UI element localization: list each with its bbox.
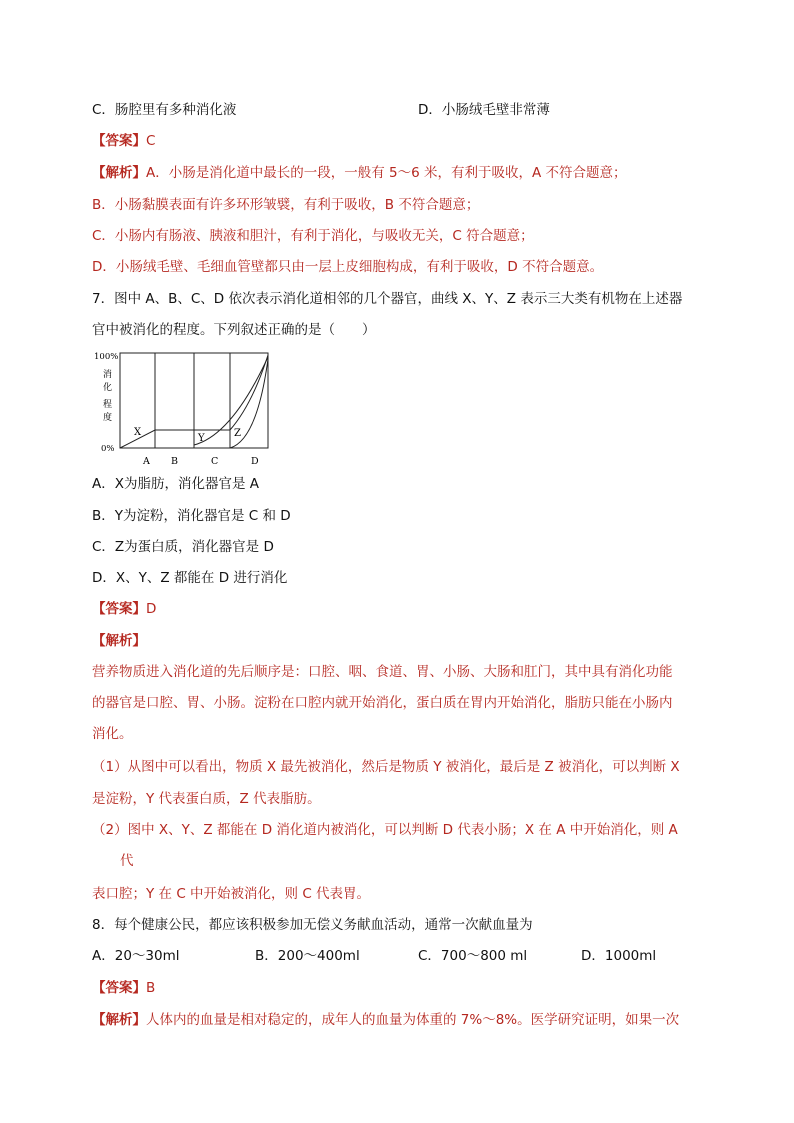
y-label-char-2: 化 — [103, 383, 113, 393]
q7-analysis-label — [92, 631, 146, 651]
q7-analysis-line-6: （2）图中 X、Y、Z 都能在 D 消化道内被消化，可以判断 D 代表小肠；X 在 A 中开始消化，则 A — [92, 822, 678, 838]
q7-option-a: A．X为脂肪，消化器官是 A — [92, 476, 260, 492]
digestion-figure — [92, 345, 282, 470]
q7-option-d: D．X、Y、Z 都能在 D 进行消化 — [92, 570, 288, 586]
q6-analysis-line-3: C．小肠内有肠液、胰液和胆汁，有利于消化，与吸收无关，C 符合题意； — [92, 228, 534, 244]
answer-label: 【答案】 — [92, 133, 146, 149]
q6-analysis-line-4: D．小肠绒毛壁、毛细血管壁都只由一层上皮细胞构成，有利于吸收，D 不符合题意。 — [92, 259, 604, 275]
q7-stem-line-2: 官中被消化的程度。下列叙述正确的是（ ） — [92, 322, 376, 338]
q8-answer — [92, 978, 155, 998]
q7-analysis-line-1: 营养物质进入消化道的先后顺序是：口腔、咽、食道、胃、小肠、大肠和肛门，其中具有消化功能 — [92, 664, 673, 680]
y-label-char-3: 程 — [103, 400, 113, 410]
q8-stem: 8．每个健康公民，都应该积极参加无偿义务献血活动，通常一次献血量为 — [92, 917, 533, 933]
analysis-label: 【解析】 — [92, 165, 146, 181]
q7-analysis-line-8: 表口腔；Y 在 C 中开始被消化，则 C 代表胃。 — [92, 886, 371, 902]
q7-option-b: B．Y为淀粉，消化器官是 C 和 D — [92, 508, 291, 524]
curve-label-y: Y — [198, 433, 205, 444]
q7-analysis-line-5: 是淀粉，Y 代表蛋白质，Z 代表脂肪。 — [92, 791, 321, 807]
q7-analysis-line-7: 代 — [120, 853, 134, 869]
q6-option-c: C．肠腔里有多种消化液 — [92, 102, 237, 118]
organ-label-c: C — [211, 456, 219, 467]
answer-value: B — [146, 980, 156, 996]
q8-option-a: A．20～30ml — [92, 948, 180, 964]
y-label-char-4: 度 — [103, 413, 113, 423]
organ-label-d: D — [251, 456, 259, 467]
q8-analysis — [92, 1010, 679, 1030]
curve-label-z: Z — [234, 428, 241, 439]
y-label-char-1: 消 — [103, 370, 113, 380]
q7-analysis-line-2: 的器官是口腔、胃、小肠。淀粉在口腔内就开始消化，蛋白质在胃内开始消化，脂肪只能在小肠内 — [92, 695, 673, 711]
q7-analysis-line-3: 消化。 — [92, 726, 133, 742]
analysis-text: 人体内的血量是相对稳定的，成年人的血量为体重的 7%～8%。医学研究证明，如果一次 — [146, 1012, 680, 1028]
q8-option-b: B．200～400ml — [255, 948, 360, 964]
q8-option-d: D．1000ml — [581, 948, 657, 964]
curve-y — [194, 357, 268, 445]
q6-analysis-line-1 — [92, 163, 627, 183]
organ-label-b: B — [171, 456, 178, 467]
q7-option-c: C．Z为蛋白质，消化器官是 D — [92, 539, 274, 555]
curve-label-x: X — [134, 427, 142, 438]
q7-analysis-line-4: （1）从图中可以看出，物质 X 最先被消化，然后是物质 Y 被消化，最后是 Z 被消化，可以判断 X — [92, 759, 680, 775]
q8-option-c: C．700～800 ml — [418, 948, 528, 964]
q7-stem-line-1: 7．图中 A、B、C、D 依次表示消化道相邻的几个器官，曲线 X、Y、Z 表示三大类有机物在上述器 — [92, 291, 683, 307]
answer-value: C — [146, 133, 156, 149]
q7-answer — [92, 599, 156, 619]
q6-option-d: D．小肠绒毛壁非常薄 — [418, 102, 550, 118]
organ-label-a: A — [143, 456, 150, 467]
answer-label: 【答案】 — [92, 980, 146, 996]
analysis-label: 【解析】 — [92, 1012, 146, 1028]
y-top-label: 100% — [94, 352, 119, 362]
q6-answer — [92, 131, 155, 151]
answer-value: D — [146, 601, 157, 617]
y-bottom-label: 0% — [101, 444, 115, 454]
analysis-label: 【解析】 — [92, 633, 146, 649]
q6-analysis-line-2: B．小肠黏膜表面有许多环形皱襞，有利于吸收，B 不符合题意； — [92, 197, 480, 213]
answer-label: 【答案】 — [92, 601, 146, 617]
analysis-text: A．小肠是消化道中最长的一段，一般有 5～6 米，有利于吸收，A 不符合题意； — [146, 165, 627, 181]
